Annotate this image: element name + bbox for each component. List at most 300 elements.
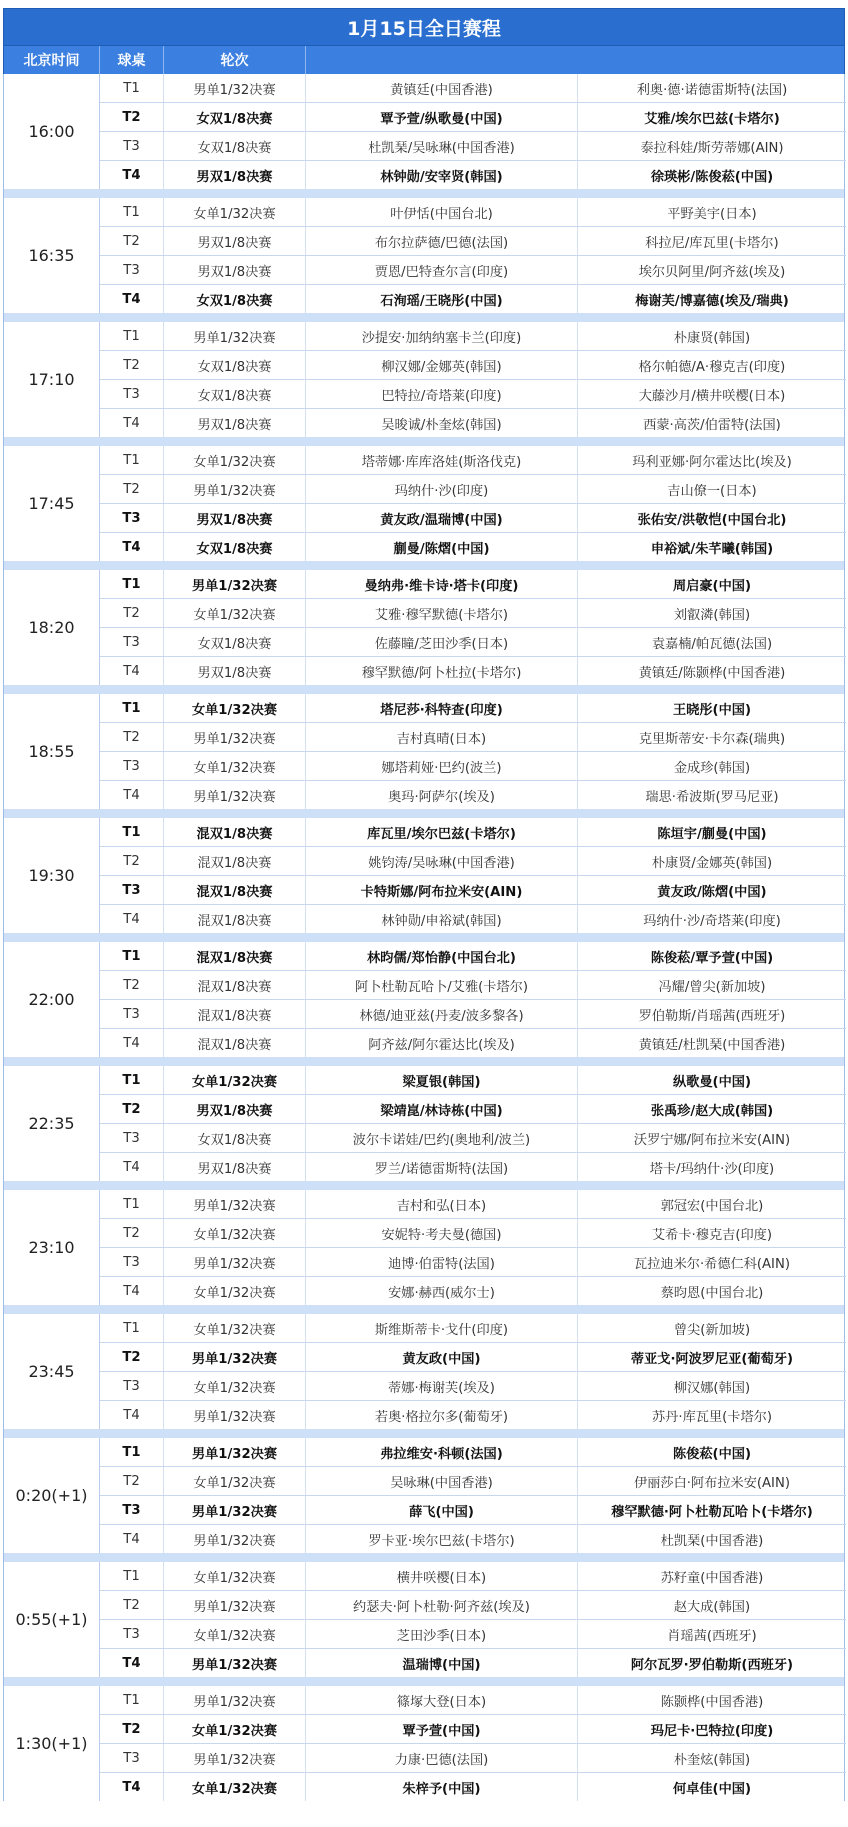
match-round: 女单1/32决赛 <box>164 752 306 780</box>
match-round: 男双1/8决赛 <box>164 1095 306 1123</box>
block-separator <box>3 1553 845 1562</box>
match-player-right: 赵大成(韩国) <box>673 1599 751 1615</box>
match-round: 女双1/8决赛 <box>164 285 306 313</box>
match-player-right: 朴康贤(韩国) <box>673 330 751 346</box>
match-table: T1 <box>100 446 164 474</box>
match-round: 男双1/8决赛 <box>164 504 306 532</box>
header-players <box>306 46 846 74</box>
block-separator <box>3 1305 845 1314</box>
match-player-right: 艾希卡·穆克吉(印度) <box>652 1227 772 1243</box>
match-row <box>100 1095 846 1124</box>
time-slot-block <box>3 322 845 437</box>
match-row <box>100 1219 846 1248</box>
match-player-left: 覃予萱/纵歌曼(中国) <box>306 103 578 131</box>
match-round: 男单1/32决赛 <box>164 322 306 350</box>
match-player-left: 斯维斯蒂卡·戈什(印度) <box>306 1314 578 1342</box>
match-round: 混双1/8决赛 <box>164 1000 306 1028</box>
match-row <box>100 628 846 657</box>
match-player-right: 黄镇廷/陈颢桦(中国香港) <box>638 665 786 681</box>
match-row <box>100 198 846 227</box>
match-table: T1 <box>100 818 164 846</box>
match-row <box>100 1686 846 1715</box>
match-row <box>100 599 846 628</box>
match-player-left: 黄友政(中国) <box>306 1343 578 1371</box>
match-table: T4 <box>100 1525 164 1553</box>
match-table: T4 <box>100 409 164 437</box>
match-player-right: 陈颢桦(中国香港) <box>660 1694 764 1710</box>
match-table: T2 <box>100 227 164 255</box>
block-separator <box>3 1057 845 1066</box>
match-round: 男双1/8决赛 <box>164 657 306 685</box>
match-row <box>100 1620 846 1649</box>
match-player-right: 伊丽莎白·阿布拉米安(AIN) <box>634 1475 790 1491</box>
match-player-right: 玛利亚娜·阿尔霍达比(埃及) <box>632 454 792 470</box>
match-row <box>100 818 846 847</box>
match-row <box>100 1248 846 1277</box>
time-slot-block <box>3 1066 845 1181</box>
match-player-right: 朴奎炫(韩国) <box>673 1752 751 1768</box>
match-round: 女双1/8决赛 <box>164 628 306 656</box>
match-player-right: 金成珍(韩国) <box>673 760 751 776</box>
match-table: T4 <box>100 285 164 313</box>
header-round: 轮次 <box>164 46 306 74</box>
match-rows <box>100 694 846 809</box>
match-table: T2 <box>100 1343 164 1371</box>
time-slot-label: 23:10 <box>4 1190 100 1305</box>
match-player-right: 黄镇廷/杜凯琹(中国香港) <box>638 1037 786 1053</box>
match-player-left: 库瓦里/埃尔巴兹(卡塔尔) <box>306 818 578 846</box>
match-round: 男单1/32决赛 <box>164 74 306 102</box>
match-player-left: 吉村和弘(日本) <box>306 1190 578 1218</box>
match-round: 女单1/32决赛 <box>164 599 306 627</box>
match-table: T3 <box>100 1248 164 1276</box>
match-rows <box>100 1562 846 1677</box>
time-slot-label: 16:00 <box>4 74 100 189</box>
match-table: T1 <box>100 74 164 102</box>
schedule-title: 1月15日全日赛程 <box>3 8 845 46</box>
time-slot-label: 0:20(+1) <box>4 1438 100 1553</box>
match-player-left: 卡特斯娜/阿布拉米安(AIN) <box>306 876 578 904</box>
match-table: T2 <box>100 475 164 503</box>
match-row <box>100 1744 846 1773</box>
match-player-left: 薛飞(中国) <box>306 1496 578 1524</box>
match-table: T1 <box>100 322 164 350</box>
time-slot-block <box>3 942 845 1057</box>
match-player-right: 何卓佳(中国) <box>673 1781 751 1797</box>
match-player-right: 郭冠宏(中国台北) <box>660 1198 764 1214</box>
match-table: T3 <box>100 876 164 904</box>
match-round: 女双1/8决赛 <box>164 380 306 408</box>
schedule-blocks <box>3 74 845 1801</box>
match-player-left: 佐藤瞳/芝田沙季(日本) <box>306 628 578 656</box>
match-player-right: 阿尔瓦罗·罗伯勒斯(西班牙) <box>630 1657 794 1673</box>
match-row <box>100 1124 846 1153</box>
match-player-left: 姚钧涛/吴咏琳(中国香港) <box>306 847 578 875</box>
block-separator <box>3 1181 845 1190</box>
match-player-right: 蒂亚戈·阿波罗尼亚(葡萄牙) <box>630 1351 794 1367</box>
match-player-left: 芝田沙季(日本) <box>306 1620 578 1648</box>
time-slot-label: 17:10 <box>4 322 100 437</box>
match-row <box>100 74 846 103</box>
match-player-left: 蒯曼/陈熠(中国) <box>306 533 578 561</box>
match-player-right: 杜凯琹(中国香港) <box>660 1533 764 1549</box>
match-player-right: 陈俊菘/覃予萱(中国) <box>650 950 774 966</box>
match-row <box>100 570 846 599</box>
time-slot-block <box>3 818 845 933</box>
match-player-right: 格尔帕德/A·穆克吉(印度) <box>638 359 786 375</box>
schedule-sheet <box>3 0 845 1801</box>
match-round: 女单1/32决赛 <box>164 1467 306 1495</box>
match-row <box>100 475 846 504</box>
match-table: T3 <box>100 628 164 656</box>
match-row <box>100 1000 846 1029</box>
match-player-right: 泰拉科娃/斯劳蒂娜(AIN) <box>640 140 784 156</box>
match-row <box>100 227 846 256</box>
time-slot-block <box>3 570 845 685</box>
match-player-left: 吴咏琳(中国香港) <box>306 1467 578 1495</box>
match-player-right: 周启豪(中国) <box>673 578 751 594</box>
match-round: 女单1/32决赛 <box>164 1773 306 1801</box>
match-table: T1 <box>100 1438 164 1466</box>
match-player-right: 玛尼卡·巴特拉(印度) <box>650 1723 774 1739</box>
match-table: T1 <box>100 694 164 722</box>
time-slot-block <box>3 446 845 561</box>
time-slot-label: 19:30 <box>4 818 100 933</box>
column-header-row <box>3 46 845 74</box>
match-player-right: 黄友政/陈熠(中国) <box>657 884 767 900</box>
match-player-right: 王晓彤(中国) <box>673 702 751 718</box>
match-player-right: 徐瑛彬/陈俊菘(中国) <box>650 169 774 185</box>
match-round: 混双1/8决赛 <box>164 905 306 933</box>
match-row <box>100 1496 846 1525</box>
match-row <box>100 1029 846 1057</box>
match-player-right: 梅谢芙/博嘉德(埃及/瑞典) <box>635 293 789 309</box>
match-row <box>100 1438 846 1467</box>
match-table: T2 <box>100 971 164 999</box>
block-separator <box>3 189 845 198</box>
match-round: 男单1/32决赛 <box>164 1438 306 1466</box>
match-table: T4 <box>100 1029 164 1057</box>
match-round: 女单1/32决赛 <box>164 446 306 474</box>
match-player-left: 若奥·格拉尔多(葡萄牙) <box>306 1401 578 1429</box>
match-player-right: 陈俊菘(中国) <box>673 1446 751 1462</box>
match-round: 女双1/8决赛 <box>164 533 306 561</box>
time-slot-label: 0:55(+1) <box>4 1562 100 1677</box>
match-player-left: 娜塔莉娅·巴约(波兰) <box>306 752 578 780</box>
match-player-right: 刘叡潾(韩国) <box>673 607 751 623</box>
match-table: T1 <box>100 570 164 598</box>
match-row <box>100 1649 846 1677</box>
match-round: 混双1/8决赛 <box>164 818 306 846</box>
match-round: 混双1/8决赛 <box>164 1029 306 1057</box>
match-row <box>100 1562 846 1591</box>
match-table: T1 <box>100 942 164 970</box>
match-round: 女单1/32决赛 <box>164 1620 306 1648</box>
match-player-left: 艾雅·穆罕默德(卡塔尔) <box>306 599 578 627</box>
match-table: T3 <box>100 752 164 780</box>
match-table: T2 <box>100 1467 164 1495</box>
match-round: 女单1/32决赛 <box>164 1372 306 1400</box>
block-separator <box>3 933 845 942</box>
match-row <box>100 1314 846 1343</box>
match-table: T1 <box>100 1686 164 1714</box>
match-player-right: 平野美宇(日本) <box>667 206 757 222</box>
match-player-right: 塔卡/玛纳什·沙(印度) <box>649 1161 775 1177</box>
match-table: T3 <box>100 380 164 408</box>
match-round: 男双1/8决赛 <box>164 227 306 255</box>
match-player-left: 贾恩/巴特查尔言(印度) <box>306 256 578 284</box>
match-player-right: 穆罕默德·阿卜杜勒瓦哈卜(卡塔尔) <box>611 1504 813 1520</box>
match-player-left: 罗卡亚·埃尔巴兹(卡塔尔) <box>306 1525 578 1553</box>
match-player-left: 吴晙诚/朴奎炫(韩国) <box>306 409 578 437</box>
match-round: 女单1/32决赛 <box>164 1066 306 1094</box>
match-player-right: 艾雅/埃尔巴兹(卡塔尔) <box>644 111 780 127</box>
match-round: 男单1/32决赛 <box>164 1190 306 1218</box>
match-row <box>100 533 846 561</box>
match-player-right: 苏籽童(中国香港) <box>660 1570 764 1586</box>
match-rows <box>100 322 846 437</box>
match-player-right: 罗伯勒斯/肖瑶茜(西班牙) <box>638 1008 786 1024</box>
match-round: 混双1/8决赛 <box>164 876 306 904</box>
match-row <box>100 161 846 189</box>
match-rows <box>100 1066 846 1181</box>
match-table: T4 <box>100 657 164 685</box>
match-table: T4 <box>100 161 164 189</box>
match-player-right: 蔡昀恩(中国台北) <box>660 1285 764 1301</box>
match-table: T3 <box>100 1744 164 1772</box>
match-rows <box>100 1686 846 1801</box>
match-player-left: 梁靖崑/林诗栋(中国) <box>306 1095 578 1123</box>
match-row <box>100 781 846 809</box>
match-table: T3 <box>100 1620 164 1648</box>
time-slot-label: 17:45 <box>4 446 100 561</box>
match-player-left: 林钟勋/申裕斌(韩国) <box>306 905 578 933</box>
match-round: 女单1/32决赛 <box>164 1562 306 1590</box>
match-player-left: 阿卜杜勒瓦哈卜/艾雅(卡塔尔) <box>306 971 578 999</box>
match-table: T3 <box>100 504 164 532</box>
match-table: T2 <box>100 723 164 751</box>
match-table: T4 <box>100 1649 164 1677</box>
match-table: T1 <box>100 198 164 226</box>
match-player-left: 柳汉娜/金娜英(韩国) <box>306 351 578 379</box>
match-player-right: 沃罗宁娜/阿布拉米安(AIN) <box>633 1132 791 1148</box>
match-round: 男单1/32决赛 <box>164 1649 306 1677</box>
match-player-left: 叶伊恬(中国台北) <box>306 198 578 226</box>
match-row <box>100 351 846 380</box>
match-rows <box>100 198 846 313</box>
match-round: 女单1/32决赛 <box>164 1219 306 1247</box>
time-slot-label: 23:45 <box>4 1314 100 1429</box>
match-rows <box>100 446 846 561</box>
match-round: 女单1/32决赛 <box>164 198 306 226</box>
match-player-right: 利奥·德·诺德雷斯特(法国) <box>636 82 788 98</box>
time-slot-block <box>3 1190 845 1305</box>
match-table: T3 <box>100 1496 164 1524</box>
match-row <box>100 409 846 437</box>
time-slot-block <box>3 74 845 189</box>
match-rows <box>100 942 846 1057</box>
time-slot-label: 18:55 <box>4 694 100 809</box>
match-row <box>100 1343 846 1372</box>
match-player-right: 吉山僚一(日本) <box>667 483 757 499</box>
match-table: T2 <box>100 103 164 131</box>
match-player-left: 梁夏银(韩国) <box>306 1066 578 1094</box>
match-round: 男单1/32决赛 <box>164 1496 306 1524</box>
match-player-left: 玛纳什·沙(印度) <box>306 475 578 503</box>
match-player-right: 冯耀/曾尖(新加坡) <box>658 979 766 995</box>
match-row <box>100 1372 846 1401</box>
match-player-right: 肖瑶茜(西班牙) <box>667 1628 757 1644</box>
match-player-right: 张佑安/洪敬恺(中国台北) <box>637 512 787 528</box>
match-round: 男单1/32决赛 <box>164 781 306 809</box>
match-round: 男单1/32决赛 <box>164 1686 306 1714</box>
header-table: 球桌 <box>100 46 164 74</box>
match-row <box>100 847 846 876</box>
match-player-left: 奥玛·阿萨尔(埃及) <box>306 781 578 809</box>
time-slot-block <box>3 1562 845 1677</box>
match-player-left: 安娜·赫西(威尔士) <box>306 1277 578 1305</box>
match-table: T4 <box>100 533 164 561</box>
match-table: T2 <box>100 1219 164 1247</box>
match-player-left: 波尔卡诺娃/巴约(奥地利/波兰) <box>306 1124 578 1152</box>
match-player-left: 阿齐兹/阿尔霍达比(埃及) <box>306 1029 578 1057</box>
match-table: T2 <box>100 1591 164 1619</box>
match-table: T4 <box>100 781 164 809</box>
match-row <box>100 971 846 1000</box>
match-table: T4 <box>100 1401 164 1429</box>
match-table: T4 <box>100 1153 164 1181</box>
match-player-right: 纵歌曼(中国) <box>673 1074 751 1090</box>
time-slot-label: 1:30(+1) <box>4 1686 100 1801</box>
match-player-left: 塔尼莎·科特查(印度) <box>306 694 578 722</box>
match-player-right: 克里斯蒂安·卡尔森(瑞典) <box>638 731 786 747</box>
match-round: 混双1/8决赛 <box>164 847 306 875</box>
match-player-left: 力康·巴德(法国) <box>306 1744 578 1772</box>
match-row <box>100 1715 846 1744</box>
match-player-right: 瓦拉迪米尔·希德仁科(AIN) <box>634 1256 790 1272</box>
match-player-left: 弗拉维安·科顿(法国) <box>306 1438 578 1466</box>
match-player-left: 布尔拉萨德/巴德(法国) <box>306 227 578 255</box>
match-row <box>100 1467 846 1496</box>
match-player-right: 陈垣宇/蒯曼(中国) <box>657 826 767 842</box>
match-round: 男双1/8决赛 <box>164 409 306 437</box>
time-slot-block <box>3 1314 845 1429</box>
match-table: T2 <box>100 599 164 627</box>
match-player-right: 大藤沙月/横井咲樱(日本) <box>638 388 786 404</box>
match-player-left: 吉村真晴(日本) <box>306 723 578 751</box>
match-row <box>100 285 846 313</box>
match-row <box>100 694 846 723</box>
match-round: 男单1/32决赛 <box>164 1525 306 1553</box>
match-player-left: 黄友政/温瑞博(中国) <box>306 504 578 532</box>
match-player-left: 林德/迪亚兹(丹麦/波多黎各) <box>306 1000 578 1028</box>
match-rows <box>100 74 846 189</box>
match-round: 男单1/32决赛 <box>164 1591 306 1619</box>
match-round: 男单1/32决赛 <box>164 723 306 751</box>
match-player-right: 苏丹·库瓦里(卡塔尔) <box>652 1409 772 1425</box>
match-table: T3 <box>100 132 164 160</box>
time-slot-label: 18:20 <box>4 570 100 685</box>
match-player-left: 黄镇廷(中国香港) <box>306 74 578 102</box>
match-table: T3 <box>100 1372 164 1400</box>
match-player-right: 朴康贤/金娜英(韩国) <box>651 855 773 871</box>
match-player-left: 迪博·伯雷特(法国) <box>306 1248 578 1276</box>
match-player-left: 横井咲樱(日本) <box>306 1562 578 1590</box>
match-table: T1 <box>100 1314 164 1342</box>
match-player-left: 塔蒂娜·库库洛娃(斯洛伐克) <box>306 446 578 474</box>
match-player-left: 林钟勋/安宰贤(韩国) <box>306 161 578 189</box>
match-row <box>100 1153 846 1181</box>
time-slot-block <box>3 1438 845 1553</box>
match-player-left: 约瑟夫·阿卜杜勒·阿齐兹(埃及) <box>306 1591 578 1619</box>
match-row <box>100 1190 846 1219</box>
match-row <box>100 657 846 685</box>
match-row <box>100 1066 846 1095</box>
match-table: T4 <box>100 1773 164 1801</box>
match-row <box>100 504 846 533</box>
match-player-left: 曼纳弗·维卡诗·塔卡(印度) <box>306 570 578 598</box>
match-player-left: 林昀儒/郑怡静(中国台北) <box>306 942 578 970</box>
block-separator <box>3 1677 845 1686</box>
match-round: 男单1/32决赛 <box>164 1744 306 1772</box>
match-row <box>100 256 846 285</box>
match-row <box>100 723 846 752</box>
match-row <box>100 446 846 475</box>
match-player-right: 西蒙·高茨/伯雷特(法国) <box>643 417 781 433</box>
match-round: 女单1/32决赛 <box>164 1715 306 1743</box>
match-player-left: 沙提安·加纳纳塞卡兰(印度) <box>306 322 578 350</box>
match-round: 男双1/8决赛 <box>164 1153 306 1181</box>
match-player-right: 曾尖(新加坡) <box>673 1322 751 1338</box>
match-table: T3 <box>100 1124 164 1152</box>
match-table: T2 <box>100 1095 164 1123</box>
block-separator <box>3 809 845 818</box>
match-player-left: 篠塚大登(日本) <box>306 1686 578 1714</box>
match-row <box>100 1401 846 1429</box>
match-row <box>100 876 846 905</box>
match-rows <box>100 570 846 685</box>
match-round: 混双1/8决赛 <box>164 971 306 999</box>
match-player-right: 玛纳什·沙/奇塔莱(印度) <box>643 913 781 929</box>
match-player-right: 科拉尼/库瓦里(卡塔尔) <box>645 235 779 251</box>
match-round: 女双1/8决赛 <box>164 1124 306 1152</box>
match-row <box>100 905 846 933</box>
match-table: T2 <box>100 351 164 379</box>
match-row <box>100 1591 846 1620</box>
match-round: 男单1/32决赛 <box>164 570 306 598</box>
block-separator <box>3 561 845 570</box>
match-player-left: 石洵瑶/王晓彤(中国) <box>306 285 578 313</box>
match-row <box>100 132 846 161</box>
match-round: 男单1/32决赛 <box>164 1343 306 1371</box>
block-separator <box>3 437 845 446</box>
time-slot-label: 16:35 <box>4 198 100 313</box>
match-player-right: 柳汉娜(韩国) <box>673 1380 751 1396</box>
block-separator <box>3 313 845 322</box>
match-player-right: 埃尔贝阿里/阿齐兹(埃及) <box>638 264 786 280</box>
match-player-left: 朱梓予(中国) <box>306 1773 578 1801</box>
match-rows <box>100 1438 846 1553</box>
match-row <box>100 1773 846 1801</box>
match-round: 女双1/8决赛 <box>164 351 306 379</box>
match-round: 男单1/32决赛 <box>164 475 306 503</box>
match-table: T2 <box>100 847 164 875</box>
match-row <box>100 380 846 409</box>
match-round: 女双1/8决赛 <box>164 132 306 160</box>
match-row <box>100 942 846 971</box>
match-round: 男双1/8决赛 <box>164 161 306 189</box>
match-rows <box>100 818 846 933</box>
